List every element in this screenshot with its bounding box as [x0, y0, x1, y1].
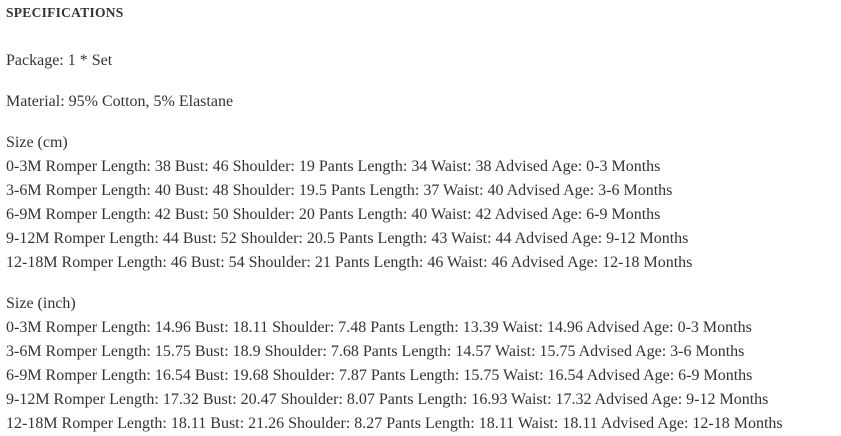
size-row: 9-12M Romper Length: 44 Bust: 52 Shoulder: 20.5 Pants Length: 43 Waist: 44 Advised Age: 9-12 Months [6, 230, 689, 247]
package-line: Package: 1 * Set [6, 52, 113, 69]
size-cm-rows [6, 155, 835, 275]
material-line: Material: 95% Cotton, 5% Elastane [6, 93, 234, 110]
size-inch-block [6, 292, 835, 436]
size-row: 3-6M Romper Length: 15.75 Bust: 18.9 Shoulder: 7.68 Pants Length: 14.57 Waist: 15.75 Advised Age: 3-6 Months [6, 343, 745, 360]
size-row: 9-12M Romper Length: 17.32 Bust: 20.47 Shoulder: 8.07 Pants Length: 16.93 Waist: 17.32 Advised Age: 9-12 Months [6, 391, 769, 408]
specifications-section [6, 3, 835, 436]
size-row: 12-18M Romper Length: 18.11 Bust: 21.26 Shoulder: 8.27 Pants Length: 18.11 Waist: 18.11 Advised Age: 12-18 Months [6, 415, 783, 432]
size-inch-header: Size (inch) [6, 295, 76, 312]
size-row: 0-3M Romper Length: 38 Bust: 46 Shoulder: 19 Pants Length: 34 Waist: 38 Advised Age: 0-3 Months [6, 158, 661, 175]
size-row: 12-18M Romper Length: 46 Bust: 54 Shoulder: 21 Pants Length: 46 Waist: 46 Advised Age: 12-18 Months [6, 254, 693, 271]
size-row: 0-3M Romper Length: 14.96 Bust: 18.11 Shoulder: 7.48 Pants Length: 13.39 Waist: 14.96 Advised Age: 0-3 Months [6, 319, 752, 336]
specifications-heading: SPECIFICATIONS [6, 5, 124, 20]
size-cm-block [6, 131, 835, 275]
size-row: 6-9M Romper Length: 16.54 Bust: 19.68 Shoulder: 7.87 Pants Length: 15.75 Waist: 16.54 Advised Age: 6-9 Months [6, 367, 753, 384]
size-cm-header: Size (cm) [6, 134, 68, 151]
size-inch-rows [6, 316, 835, 436]
size-row: 6-9M Romper Length: 42 Bust: 50 Shoulder: 20 Pants Length: 40 Waist: 42 Advised Age: 6-9 Months [6, 206, 661, 223]
size-row: 3-6M Romper Length: 40 Bust: 48 Shoulder: 19.5 Pants Length: 37 Waist: 40 Advised Age: 3-6 Months [6, 182, 673, 199]
